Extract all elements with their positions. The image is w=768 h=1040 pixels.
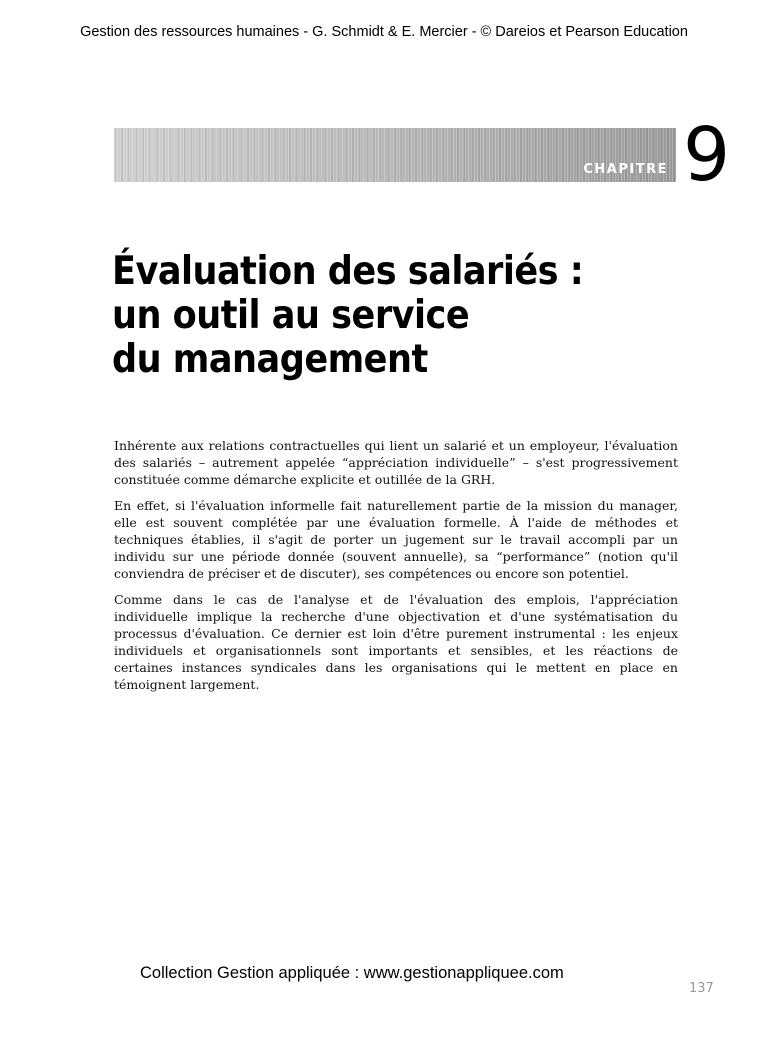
intro-paragraph-3: Comme dans le cas de l'analyse et de l'évaluation des emplois, l'appréciation individuelle implique la recherche d'une objectivation et d'une systématisation du processus d'évaluation. Ce dernier est loin d'être purement instrumental : les enjeux individuels et organisationnels sont importants et sensibles, et les réactions de certaines instances syndicales dans les organisations qui le mettent en place en témoignent largement. (114, 592, 678, 692)
intro-text (114, 437, 678, 702)
header-banner: Gestion des ressources humaines - G. Schmidt & E. Mercier - © Dareios et Pearson Education (80, 24, 688, 40)
chapter-label: CHAPITRE (583, 162, 668, 177)
chapter-title-line-2: un outil au service (112, 293, 470, 338)
footer-collection: Collection Gestion appliquée : www.gestionappliquee.com (140, 964, 564, 982)
page-number: 137 (689, 981, 714, 996)
intro-paragraph-2: En effet, si l'évaluation informelle fait naturellement partie de la mission du manager, elle est souvent complétée par une évaluation formelle. À l'aide de méthodes et techniques établies, il s'agit de porter un jugement sur le travail accompli par un individu sur une période donnée (souvent annuelle), sa “performance” (notion qu'il conviendra de préciser et de discuter), ses compétences ou encore son potentiel. (114, 498, 678, 581)
chapter-title (112, 250, 672, 382)
intro-paragraph-1: Inhérente aux relations contractuelles qui lient un salarié et un employeur, l'évaluation des salariés – autrement appelée “appréciation individuelle” – s'est progressivement constituée comme démarche explicite et outillée de la GRH. (114, 438, 678, 487)
chapter-number: 9 (683, 112, 731, 198)
chapter-band (114, 128, 676, 182)
chapter-title-line-3: du management (112, 337, 428, 382)
chapter-title-line-1: Évaluation des salariés : (112, 249, 584, 294)
